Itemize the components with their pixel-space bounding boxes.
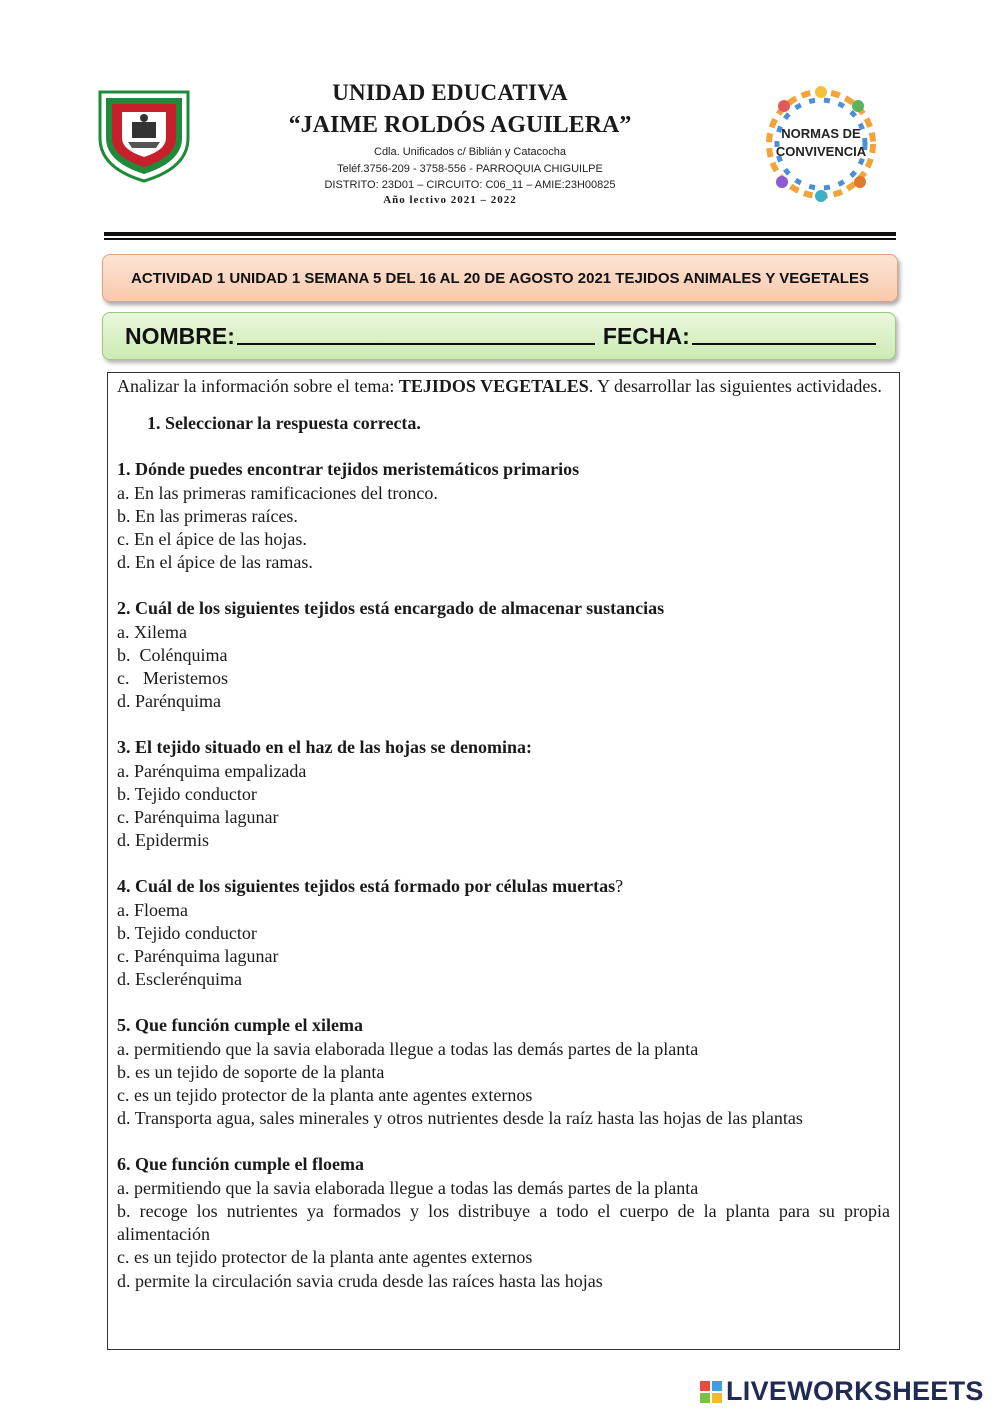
question-block — [117, 736, 890, 852]
answer-option[interactable]: b. Tejido conductor — [117, 783, 257, 804]
instruction: 1. Seleccionar la respuesta correcta. — [147, 413, 421, 434]
answer-option[interactable]: d. Epidermis — [117, 830, 209, 851]
answer-option[interactable]: c. En el ápice de las hojas. — [117, 529, 307, 550]
activity-banner-text: ACTIVIDAD 1 UNIDAD 1 SEMANA 5 DEL 16 AL 20 DE AGOSTO 2021 TEJIDOS ANIMALES Y VEGETALES — [131, 269, 869, 287]
question-block — [117, 1014, 890, 1130]
question-title: 3. El tejido situado en el haz de las hojas se denomina: — [117, 737, 533, 758]
answer-option[interactable]: a. En las primeras ramificaciones del tronco. — [117, 482, 438, 503]
answer-option[interactable]: d. permite la circulación savia cruda desde las raíces hasta las hojas — [117, 1270, 603, 1291]
answer-option[interactable]: a. permitiendo que la savia elaborada llegue a todas las demás partes de la planta — [117, 1038, 699, 1059]
question-block — [117, 597, 890, 713]
name-field[interactable] — [237, 327, 595, 345]
logo-text-2: CONVIVENCIA — [775, 144, 867, 159]
school-year: Año lectivo 2021 – 2022 — [383, 194, 517, 206]
answer-option[interactable]: c. es un tejido protector de la planta ante agentes externos — [117, 1085, 533, 1106]
answer-option[interactable]: a. Floema — [117, 899, 188, 920]
normas-convivencia-logo — [762, 80, 880, 208]
brand-text: LIVEWORKSHEETS — [726, 1376, 984, 1406]
answer-option[interactable]: b. es un tejido de soporte de la planta — [117, 1061, 385, 1082]
answer-option[interactable]: a. permitiendo que la savia elaborada llegue a todas las demás partes de la planta — [117, 1177, 699, 1198]
question-block — [117, 458, 890, 574]
answer-option[interactable]: b. En las primeras raíces. — [117, 505, 298, 526]
date-field[interactable] — [692, 327, 876, 345]
answer-option[interactable]: c. Meristemos — [117, 668, 228, 689]
answer-option[interactable]: d. Esclerénquima — [117, 969, 242, 990]
school-address: Cdla. Unificados c/ Biblián y Catacocha — [374, 146, 566, 158]
name-label: NOMBRE: — [125, 322, 235, 349]
answer-option[interactable]: b. Tejido conductor — [117, 922, 257, 943]
intro-topic: TEJIDOS VEGETALES — [398, 376, 589, 396]
answer-option[interactable]: a. Parénquima empalizada — [117, 760, 307, 781]
activity-content-box — [107, 372, 900, 1350]
answer-option[interactable]: d. Parénquima — [117, 691, 221, 712]
question-title: 6. Que función cumple el floema — [117, 1154, 364, 1175]
date-label: FECHA: — [602, 322, 690, 349]
question-title: 1. Dónde puedes encontrar tejidos meristemáticos primarios — [117, 459, 580, 480]
question-title-suffix: ? — [615, 876, 624, 897]
school-name-line2: “JAIME ROLDÓS AGUILERA” — [288, 112, 632, 138]
question-title: 4. Cuál de los siguientes tejidos está formado por células muertas — [117, 876, 616, 897]
answer-option[interactable]: d. En el ápice de las ramas. — [117, 552, 313, 573]
intro-paragraph: Analizar la información sobre el tema: TEJIDOS VEGETALES. Y desarrollar las siguientes actividades. — [117, 376, 882, 396]
question-title: 5. Que función cumple el xilema — [117, 1015, 363, 1036]
answer-option[interactable]: a. Xilema — [117, 621, 187, 642]
liveworksheets-logo-icon — [700, 1381, 722, 1403]
school-district: DISTRITO: 23D01 – CIRCUITO: C06_11 – AMIE:23H00825 — [324, 179, 616, 191]
answer-option[interactable]: c. es un tejido protector de la planta ante agentes externos — [117, 1247, 533, 1268]
activity-banner — [102, 254, 898, 302]
school-crest-logo — [92, 86, 196, 184]
question-title: 2. Cuál de los siguientes tejidos está encargado de almacenar sustancias — [117, 598, 665, 619]
answer-option[interactable]: d. Transporta agua, sales minerales y otros nutrientes desde la raíz hasta las hojas de las plantas — [117, 1108, 803, 1129]
school-phone: Teléf.3756-209 - 3758-556 - PARROQUIA CHIGUILPE — [337, 163, 603, 175]
question-title-line — [117, 875, 890, 898]
school-name-line1: UNIDAD EDUCATIVA — [332, 80, 568, 105]
header-divider-thin — [104, 238, 896, 240]
answer-option[interactable]: c. Parénquima lagunar — [117, 807, 279, 828]
question-block — [117, 1153, 890, 1292]
logo-text-1: NORMAS DE — [781, 126, 861, 141]
name-date-bar — [102, 312, 896, 360]
header-divider-thick — [104, 232, 896, 236]
answer-option[interactable]: c. Parénquima lagunar — [117, 946, 279, 967]
liveworksheets-brand[interactable] — [700, 1376, 984, 1407]
answer-option[interactable]: b. Colénquima — [117, 644, 228, 665]
answer-option[interactable]: b. recoge los nutrientes ya formados y los distribuye a todo el cuerpo de la planta para su propia alimentación — [117, 1200, 890, 1245]
question-block — [117, 875, 890, 991]
